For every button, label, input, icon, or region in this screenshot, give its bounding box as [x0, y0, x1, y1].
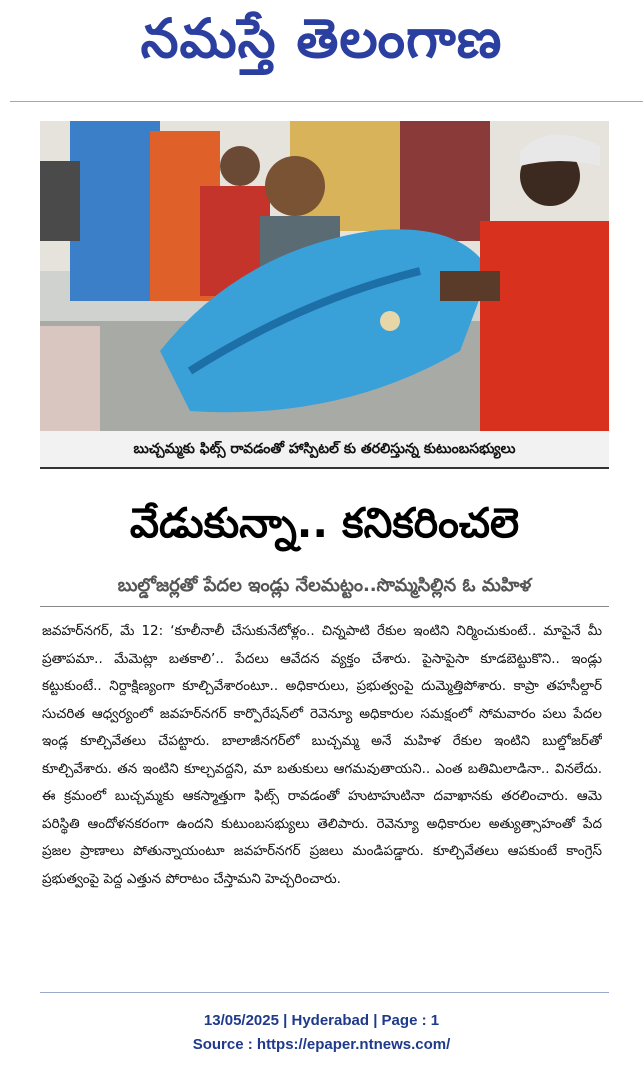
subheadline-divider — [40, 606, 609, 607]
source-link[interactable]: Source : https://epaper.ntnews.com/ — [192, 1036, 451, 1053]
photo-illustration — [40, 121, 609, 431]
article-subheadline: బుల్డోజర్లతో పేదల ఇండ్లు నేలమట్టం..సొమ్మసిల్లిన ఓ మహిళ — [117, 575, 532, 596]
caption-divider — [40, 467, 609, 469]
newspaper-title: నమస్తే తెలంగాణ — [140, 6, 503, 70]
article-headline: వేడుకున్నా.. కనికరించలె — [129, 499, 520, 547]
article-bottom-divider — [40, 992, 609, 993]
news-photo — [40, 121, 609, 431]
masthead — [0, 0, 643, 100]
masthead-divider — [10, 101, 643, 102]
edition-info: 13/05/2025 | Hyderabad | Page : 1 — [203, 1012, 440, 1029]
photo-caption: బుచ్చమ్మకు ఫిట్స్ రావడంతో హాస్పిటల్ కు తరలిస్తున్న కుటుంబసభ్యులు — [40, 431, 609, 467]
article-body: జవహర్‌నగర్, మే 12: ‘కూలీనాలీ చేసుకునేటోళ్లం.. చిన్నపాటి రేకుల ఇంటిని నిర్మించుకుంటే.. మాపైనే మీ ప్రతాపమా.. మేమెట్లా బతకాలి’.. పేదలు ఆవేదన వ్యక్తం చేశారు. పైసాపైసా కూడబెట్టుకొని.. ఇండ్లు కట్టుకుంటే.. నిర్దాక్షిణ్యంగా కూల్చివేశారంటూ.. అధికారులు, ప్రభుత్వంపై దుమ్మెత్తిపోశారు. కాప్రా తహసీల్దార్ సుచరిత ఆధ్వర్యంలో జవహర్‌నగర్ కార్పొరేషన్‌లో రెవెన్యూ అధికారుల సమక్షంలో సోమవారం పలు పేదల ఇండ్ల కూల్చివేతలు చేపట్టారు. బాలాజీనగర్‌లో బుచ్చమ్మ అనే మహిళ రేకుల ఇంటిని బుల్డోజర్‌తో కూల్చివేశారు. తన ఇంటిని కూల్చవద్దని, మా బతుకులు ఆగమవుతాయని.. ఎంత బతిమిలాడినా.. వినలేదు. ఈ క్రమంలో బుచ్చమ్మకు ఆకస్మాత్తుగా ఫిట్స్ రావడంతో హుటాహుటినా దవాఖానకు తరలించారు. ఆమె పరిస్థితి ఆందోళనకరంగా ఉందని కుటుంబసభ్యులు తెలిపారు. రెవెన్యూ అధికారుల అత్యుత్సాహంతో పేద ప్రజల ప్రాణాలు పోతున్నాయంటూ జవహర్‌నగర్ ప్రజలు మండిపడ్డారు. కూల్చివేతలు ఆపకుంటే కాంగ్రెస్ ప్రభుత్వంపై పెద్ద ఎత్తున పోరాటం చేస్తామని హెచ్చరించారు. — [42, 623, 602, 887]
